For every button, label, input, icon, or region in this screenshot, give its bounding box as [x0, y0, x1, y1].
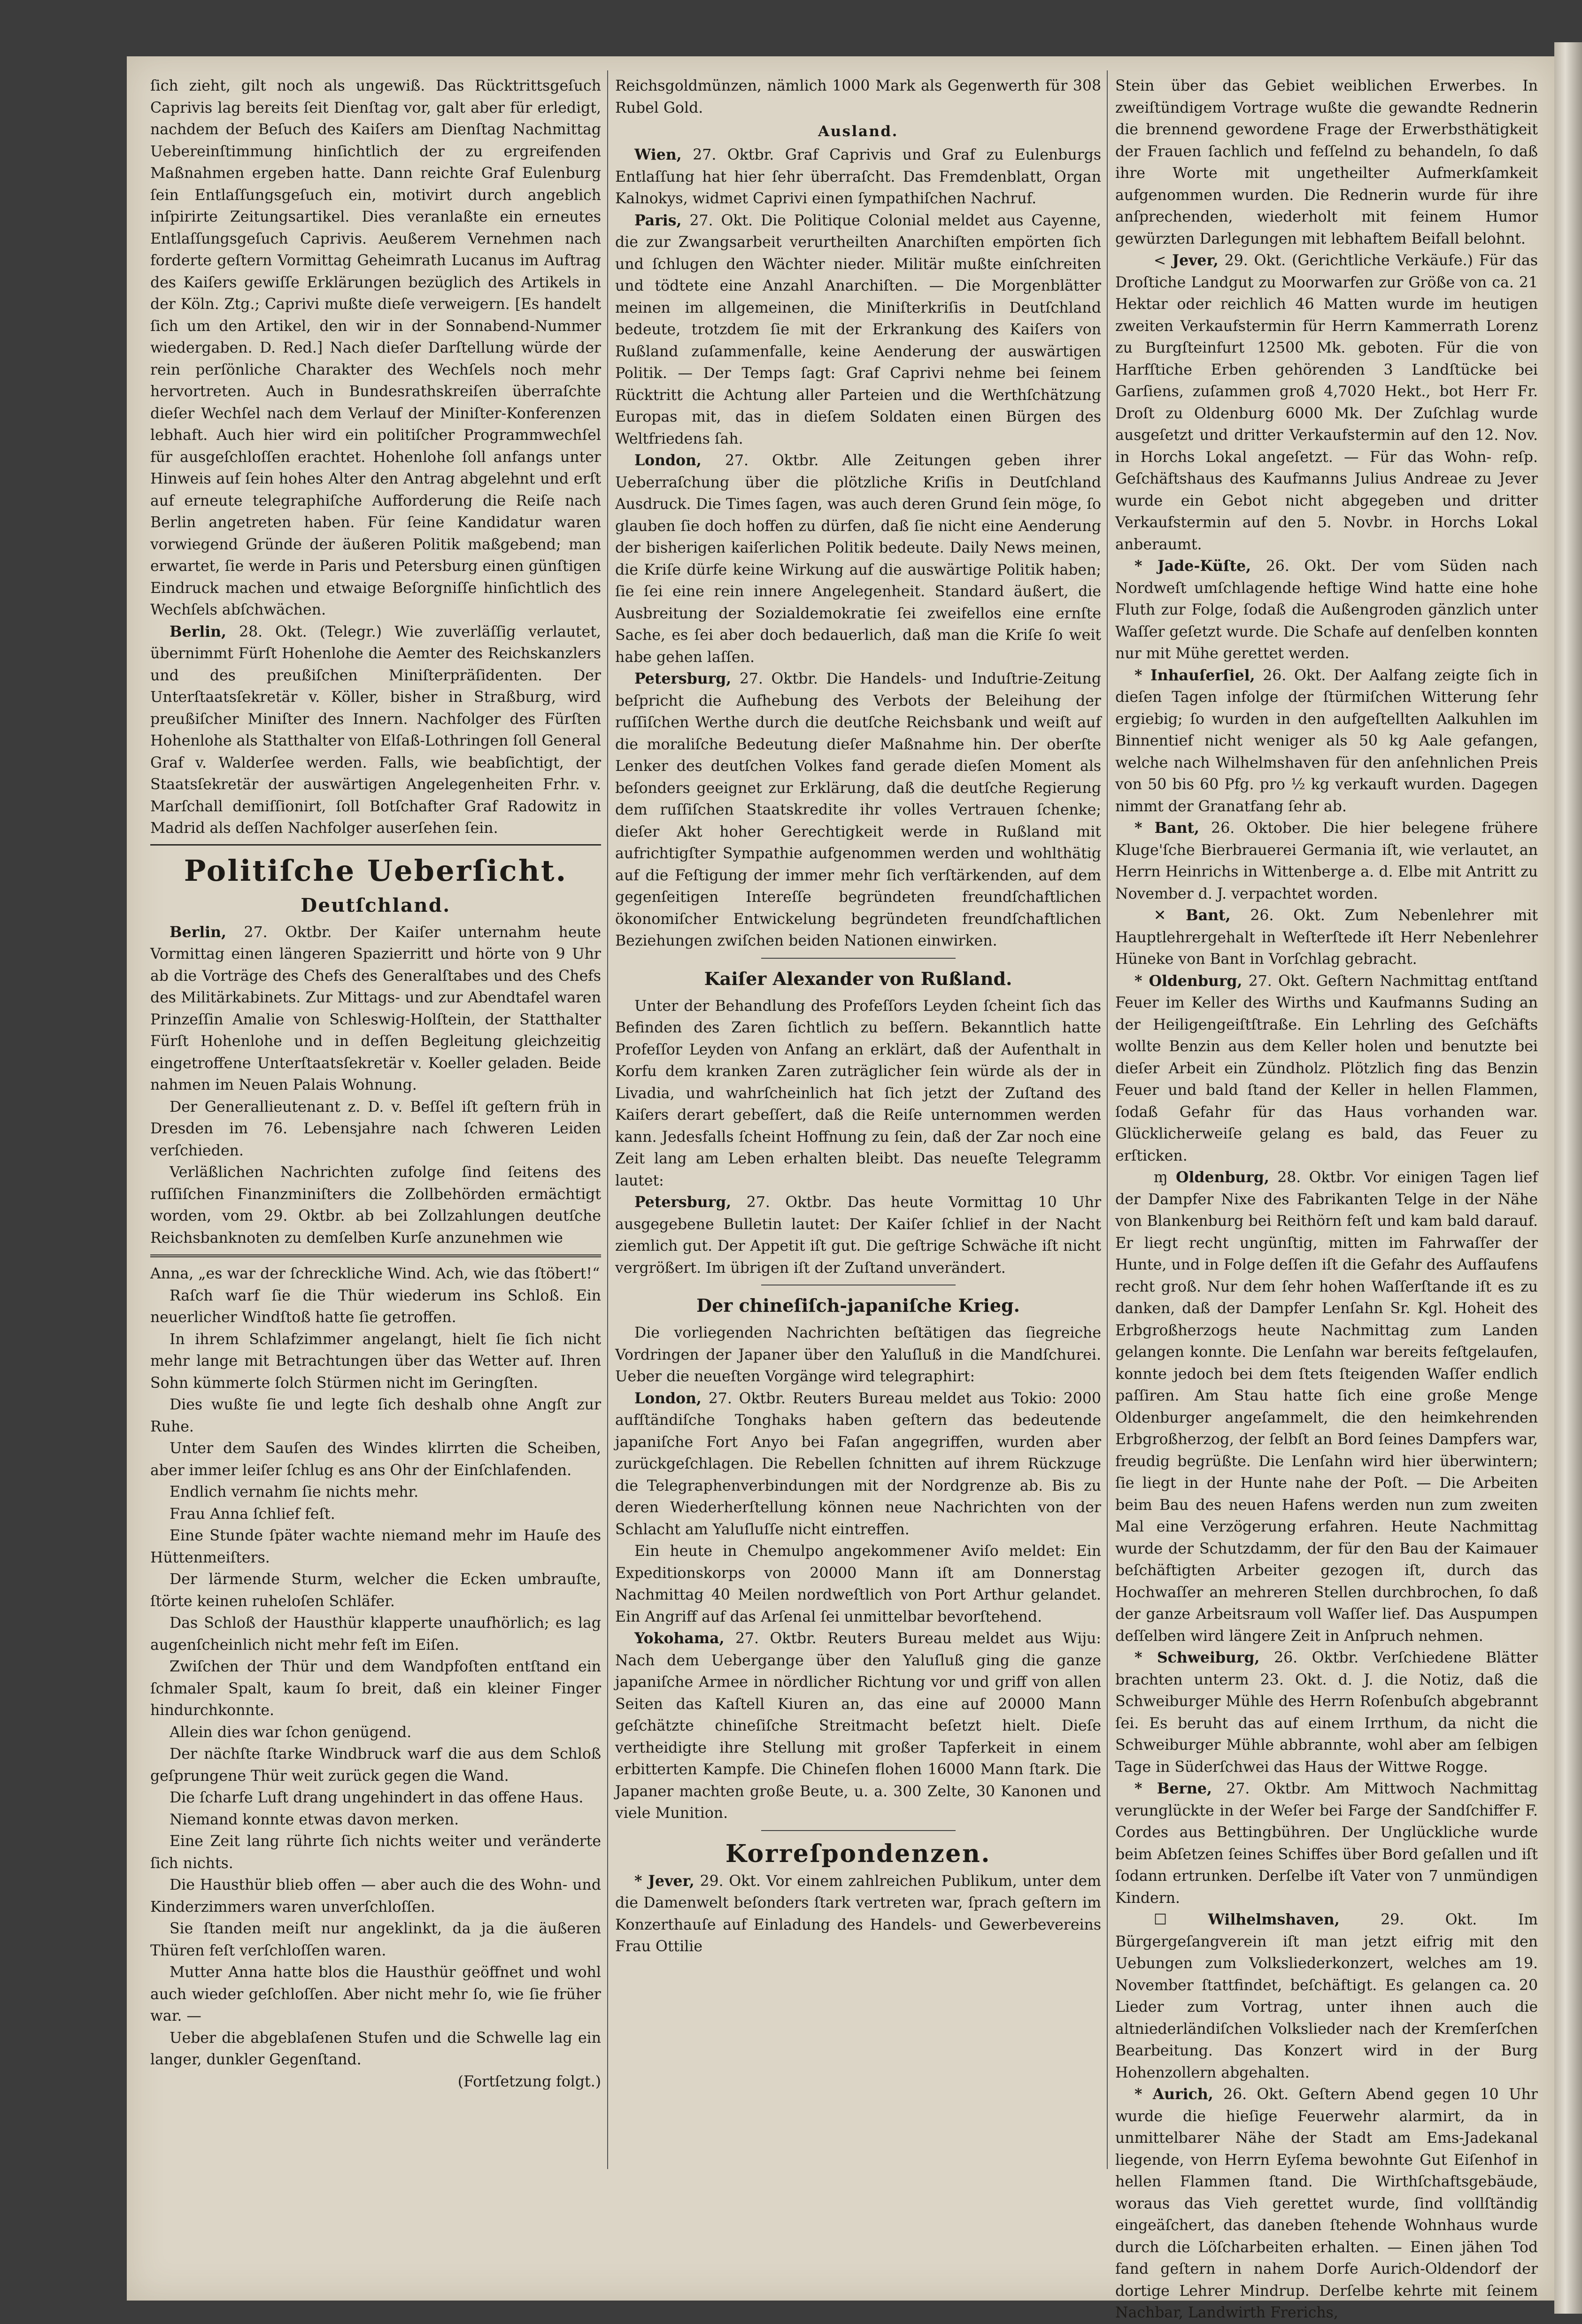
square-mark-icon: ☐: [1153, 1911, 1167, 1928]
article-paragraph: [1115, 970, 1538, 1167]
article-heading: Der chineſiſch-japaniſche Krieg.: [696, 1295, 1020, 1316]
feuilleton-paragraph: Dies wußte ſie und legte ſich deshalb ohne Angſt zur Ruhe.: [150, 1396, 601, 1435]
feuilleton-paragraph: Ueber die abgeblaſenen Stufen und die Schwelle lag ein langer, dunkler Gegenſtand.: [150, 2029, 601, 2068]
page-edge: [1554, 42, 1582, 2314]
article-heading: Kaiſer Alexander von Rußland.: [704, 968, 1012, 989]
article-paragraph: [1115, 555, 1538, 665]
article-text: 28. Oktbr. Vor einigen Tagen lief der Dampfer Nixe des Fabrikanten Telge in der Nähe von Blankenburg bei Reithörn feſt und kam bald darauf. Er liegt recht ungünſtig, mitten im Fahrwaſſer der Hunte, und in Folge deſſen iſt die Gefahr des Aufſaufens recht groß. Nur dem ſehr hohen Waſſerſtande iſt es zu danken, daß der Dampfer Lenſahn Sr. Kgl. Hoheit des Erbgroßherzogs heute Nachmittag zum Landen gelangen konnte. Die Lenſahn war bereits feſtgelaufen, konnte jedoch bei dem ſtets ſteigenden Waſſer endlich paſſiren. Am Stau hatte ſich eine große Menge Oldenburger angeſammelt, die den heimkehrenden Erbgroßherzog, der ſelbſt an Bord ſeines Dampfers war, freudig begrüßte. Die Lenſahn wird hier überwintern; ſie liegt in der Hunte nahe der Poſt. — Die Arbeiten beim Bau des neuen Hafens werden nun zum zweiten Mal eine Verzögerung erfahren. Heute Nachmittag wurde der Schutzdamm, der für den Bau der Kaimauer beſchäftigten Arbeiter gezogen iſt, durch das Hochwaſſer an mehreren Stellen durchbrochen, ſo daß der ganze Arbeitsraum voll Waſſer lief. Das Auspumpen deſſelben wird längere Zeit in Anſpruch nehmen.: [1115, 1169, 1538, 1645]
article-paragraph: [615, 668, 1101, 952]
feuilleton-paragraph: Raſch warf ſie die Thür wiederum ins Schloß. Ein neuerlicher Windſtoß hatte ſie getroffen.: [150, 1287, 601, 1326]
article-text: 27. Oktbr. Am Mittwoch Nachmittag verunglückte in der Weſer bei Farge der Sandſchiffer F. Cordes aus Bettingbühren. Der Unglückliche wurde beim Abſetzen ſeines Schiffes über Bord geſallen und iſt ſodann ertrunken. Derſelbe iſt Vater von 7 unmündigen Kindern.: [1115, 1780, 1538, 1907]
angle-mark-icon: <: [1153, 252, 1166, 269]
article-paragraph: [615, 450, 1101, 668]
article-paragraph: [150, 621, 601, 839]
article-text: 26. Oktober. Die hier belegene frühere Kluge'ſche Bierbrauerei Germania iſt, wie verlautet, an Herrn Heinrichs in Wittenberge a. d. Elbe mit Antritt zu November d. J. verpachtet worden.: [1115, 820, 1538, 902]
feuilleton-paragraph: Frau Anna ſchlief feſt.: [169, 1505, 335, 1523]
dateline: Jever,: [1172, 252, 1219, 269]
subsection-title: Ausland.: [818, 123, 898, 140]
dateline: * Jade-Küſte,: [1134, 557, 1251, 575]
feuilleton-paragraph: In ihrem Schlafzimmer angelangt, hielt ſie ſich nicht mehr lange mit Betrachtungen über das Wetter auf. Ihren Sohn kümmerte ſolch Stürmen nicht im Geringſten.: [150, 1331, 601, 1392]
feuilleton-paragraph: Niemand konnte etwas davon merken.: [169, 1811, 459, 1828]
article-text: 29. Okt. (Gerichtliche Verkäufe.) Für das Droſtiche Landgut zu Moorwarfen zur Größe von ca. 21 Hektar oder reichlich 46 Matten wurde im heutigen zweiten Verkaufstermin für Herrn Kammerrath Lorenz zu Burgſteinfurt 12500 Mk. geboten. Für die von Harfſtiche Erben gehörenden 3 Landſtücke bei Garſiens, zuſammen groß 4,7020 Hekt., bot Herr Fr. Droſt zu Oldenburg 6000 Mk. Der Zuſchlag wurde ausgeſetzt und dritter Verkaufstermin auf den 12. Nov. in Horchs Lokal angeſetzt. — Für das Wohn- reſp. Geſchäftshaus des Kaufmanns Julius Andreae zu Jever wurde ein Gebot nicht abgegeben und dritter Verkaufstermin auf den 5. Novbr. in Horchs Lokal anberaumt.: [1115, 252, 1538, 553]
article-text: 27. Oktbr. Reuters Bureau meldet aus Wiju: Nach dem Uebergange über den Yaluſluß ging die ganze japaniſche Armee in nördlicher Richtung vor und griff von allen Seiten das Kaſtell Kiuren an, das eine auf 20000 Mann geſchätzte chineſiſche Streitmacht beſetzt hielt. Dieſe vertheidigte ihre Stellung mit großer Tapferkeit in einem erbitterten Kampfe. Die Chineſen flohen 16000 Mann ſtark. Die Japaner machten große Beute, u. a. 300 Zelte, 30 Kanonen und viele Munition.: [615, 1630, 1101, 1822]
article-text: 27. Okt. Die Politique Colonial meldet aus Cayenne, die zur Zwangsarbeit verurtheilten Anarchiſten empörten ſich und ſchlugen den Wächter nieder. Militär mußte einſchreiten und tödtete eine Anzahl Anarchiſten. — Die Morgenblätter meinen im allgemeinen, die Miniſterkriſis in Deutſchland bedeute, trotzdem ſie mit der Erkrankung des Kaiſers von Rußland zuſammenfalle, keine Aenderung der auswärtigen Politik. — Der Temps ſagt: Graf Caprivi nehme bei ſeinem Rücktritt die Achtung aller Parteien und die Werthſchätzung Europas mit, das in dieſem Soldaten einen Bürgen des Weltfriedens ſah.: [615, 212, 1101, 447]
feuilleton-paragraph: Eine Stunde ſpäter wachte niemand mehr im Hauſe des Hüttenmeiſters.: [150, 1527, 601, 1566]
feuilleton-paragraph: Mutter Anna hatte blos die Hausthür geöffnet und wohl auch wieder geſchloſſen. Aber nicht mehr ſo, wie ſie früher war. —: [150, 1964, 601, 2024]
article-paragraph: Reichsgoldmünzen, nämlich 1000 Mark als Gegenwerth für 308 Rubel Gold.: [615, 77, 1101, 116]
article-paragraph: [1115, 2084, 1538, 2324]
article-text: 26. Oktbr. Verſchiedene Blätter brachten unterm 23. Okt. d. J. die Notiz, daß die Schweiburger Mühle des Herrn Roſenbuſch abgebrannt ſei. Es beruht das auf einem Irrthum, da nicht die Schweiburger Mühle abbrannte, wohl aber am ſelbigen Tage in Süderſchwei das Haus der Wittwe Rogge.: [1115, 1649, 1538, 1776]
article-text: 26. Okt. Zum Nebenlehrer mit Hauptlehrergehalt in Weſterſtede iſt Herr Nebenlehrer Hüneke von Bant in Vorſchlag gebracht.: [1115, 907, 1538, 968]
column-left: [150, 75, 601, 2169]
article-paragraph: [615, 1192, 1101, 1279]
separator: [761, 1830, 956, 1831]
feuilleton-paragraph: Endlich vernahm ſie nichts mehr.: [169, 1484, 419, 1501]
dateline: Oldenburg,: [1176, 1169, 1269, 1186]
article-paragraph: Unter der Behandlung des Profeſſors Leyden ſcheint ſich das Befinden des Zaren ſichtlich zu beſſern. Bekanntlich hatte Profeſſor Leyden von Anfang an erklärt, daß der Aufenthalt in Korfu dem kranken Zaren zuträglicher ſein würde als der in Livadia, und wahrſcheinlich hat ſich jetzt der Zuſtand des Kaiſers derart gebeſſert, daß die Reiſe unternommen werden kann. Jedesfalls ſcheint Hoffnung zu ſein, daß der Zar noch eine Zeit lang am Leben erhalten bleibt. Das neueſte Telegramm lautet:: [615, 997, 1101, 1189]
feuilleton-paragraph: Die Hausthür blieb offen — aber auch die des Wohn- und Kinderzimmers waren unverſchloſſen.: [150, 1877, 601, 1916]
article-text: 29. Okt. Im Bürgergeſangverein iſt man jetzt eifrig mit den Uebungen zum Volksliederkonzert, welches am 19. November ſtattfindet, beſchäftigt. Es gelangen ca. 20 Lieder zum Vortrag, unter ihnen auch die altniederländiſchen Volkslieder nach der Kremſerſchen Bearbeitung. Das Konzert wird in der Burg Hohenzollern abgehalten.: [1115, 1911, 1538, 2081]
article-paragraph: [1115, 1647, 1538, 1778]
article-text: 27. Oktbr. Reuters Bureau meldet aus Tokio: 2000 aufſtändiſche Tonghaks haben geſtern das bedeutende japaniſche Fort Anyo bei Faſan angegriffen, wurden aber zurückgeſchlagen. Die Rebellen ſchnitten auf ihrem Rückzuge die Telegraphenverbindungen mit der Nordgrenze ab. Bis zu deren Wiederherſtellung können neue Nachrichten von der Schlacht am Yaluſluſſe nicht eintreffen.: [615, 1390, 1102, 1538]
article-paragraph: [615, 1628, 1101, 1824]
section-title: Korreſpondenzen.: [725, 1839, 991, 1868]
separator: [150, 844, 601, 846]
article-text: 26. Okt. Der Aalfang zeigte ſich in dieſen Tagen infolge der ſtürmiſchen Witterung ſehr ergiebig; ſo wurden in den aufgeſtellten Aalkuhlen im Binnentief nicht weniger als 50 kg Aale gefangen, welche nach Wilhelmshaven für den anſehnlichen Preis von 50 bis 60 Pfg. pro ½ kg verkauft wurden. Dagegen nimmt der Granatfang ſehr ab.: [1115, 667, 1538, 815]
dateline: * Schweiburg,: [1134, 1649, 1260, 1666]
feuilleton-paragraph: Der nächſte ſtarke Windbruck warf die aus dem Schloß geſprungene Thür weit zurück gegen die Wand.: [150, 1746, 601, 1785]
dateline: * Aurich,: [1134, 2085, 1213, 2103]
feuilleton-paragraph: Die ſcharfe Luft drang ungehindert in das offene Haus.: [169, 1789, 584, 1806]
feuilleton: [150, 1263, 601, 2093]
feuilleton-paragraph: Der lärmende Sturm, welcher die Ecken umbrauſte, ſtörte keinen ruheloſen Schläfer.: [150, 1571, 601, 1610]
feuilleton-paragraph: Eine Zeit lang rührte ſich nichts weiter und veränderte ſich nichts.: [150, 1833, 601, 1872]
dateline: * Inhauſerſiel,: [1134, 666, 1255, 684]
article-text: 27. Oktbr. Alle Zeitungen geben ihrer Ueberraſchung über die plötzliche Kriſis in Deutſchland Ausdruck. Die Times ſagen, was auch deren Grund ſein möge, ſo glauben ſie doch hoffen zu dürfen, daß ſie nicht eine Aenderung der bisherigen kaiſerlichen Politik bedeute. Daily News meinen, die Kriſe dürfe keine Wirkung auf die auswärtige Politik haben; ſie ſei eine rein innere Angelegenheit. Standard äußert, die Ausbreitung der Sozialdemokratie ſei zweifellos eine ernſte Sache, es ſei aber doch bedauerlich, daß man die Kriſe ſo weit habe gehen laſſen.: [615, 452, 1101, 666]
article-paragraph: [1115, 250, 1538, 555]
dateline: Berlin,: [169, 923, 227, 941]
article-text: 27. Oktbr. Die Handels- und Induſtrie-Zeitung beſpricht die Aufhebung des Verbots der Beleihung der ruſſiſchen Werthe durch die deutſche Reichsbank und weiſt auf die moraliſche Bedeutung dieſer Maßnahme hin. Der oberſte Lenker des deutſchen Volkes fand gerade dieſen Moment als beſonders geeignet zur Erklärung, daß die deutſche Regierung dem ruſſiſchen Staatskredite ihr volles Vertrauen ſchenke; dieſer Akt hoher Gerechtigkeit werde in Rußland mit aufrichtigſter Sympathie aufgenommen werden und wohlthätig auf die Feſtigung der immer mehr ſich verſtärkenden, auf dem gegenſeitigen Intereſſe begründeten freundſchaftlichen ökonomiſcher Entwickelung begründeten freundſchaftlichen Beziehungen zwiſchen beiden Nationen einwirken.: [615, 670, 1101, 949]
article-paragraph: [1115, 1167, 1538, 1647]
dateline: * Jever,: [634, 1872, 695, 1890]
article-paragraph: Ein heute in Chemulpo angekommener Aviſo meldet: Ein Expeditionskorps von 20000 Mann iſt am Donnerstag Nachmittag 40 Meilen nordweſtlich von Port Arthur gelandet. Ein Angriff auf das Arſenal ſei unmittelbar bevorſtehend.: [615, 1543, 1101, 1625]
article-paragraph: ſich zieht, gilt noch als ungewiß. Das Rücktrittsgeſuch Caprivis lag bereits ſeit Dienſtag vor, galt aber für erledigt, nachdem der Beſuch des Kaiſers am Dienſtag Nachmittag Uebereinſtimmung hinſichtlich der zu ergreifenden Maßnahmen ergeben hatte. Dann reichte Graf Eulenburg ſein Entlaſſungsgeſuch ein, motivirt durch angeblich inſpirirte Zeitungsartikel. Dies veranlaßte ein erneutes Entlaſſungsgeſuch Caprivis. Aeußerem Vernehmen nach forderte geſtern Vormittag Geheimrath Lucanus im Auftrag des Kaiſers gewiſſe Erklärungen bezüglich des Artikels in der Köln. Ztg.; Caprivi mußte dieſe verweigern. [Es handelt ſich um den Artikel, den wir in der Sonnabend-Nummer wiedergaben. D. Red.] Nach dieſer Darſtellung würde der rein perſönliche Charakter des Wechſels noch mehr hervortreten. Auch in Bundesrathskreiſen überraſchte dieſer Wechſel nach dem Verlauf der Miniſter-Konferenzen lebhaft. Auch hier wird ein politiſcher Programmwechſel für ausgeſchloſſen erachtet. Hohenlohe ſoll anfangs unter Hinweis auf ſein hohes Alter den Antrag abgelehnt und erſt auf erneute telegraphiſche Aufforderung die Reiſe nach Berlin angetreten haben. Für ſeine Kandidatur waren vorwiegend Gründe der äußeren Politik maßgebend; man erwartet, ſie werde in Paris und Petersburg einen günſtigen Eindruck machen und etwaige Beſorgniſſe hinſichtlich des Wechſels abſchwächen.: [150, 77, 601, 618]
article-text: 27. Oktbr. Der Kaiſer unternahm heute Vormittag einen längeren Spazierritt und hörte von 9 Uhr ab die Vorträge des Chefs des Generalſtabes und des Chefs des Militärkabinets. Zur Mittags- und zur Abendtafel waren Prinzeſſin Amalie von Schleswig-Holſtein, der Statthalter Fürſt Hohenlohe und in deſſen Begleitung gleichzeitig eingetroffene Unterſtaatsſekretär v. Koeller geladen. Beide nahmen im Neuen Palais Wohnung.: [150, 923, 601, 1093]
article-text: 29. Okt. Vor einem zahlreichen Publikum, unter dem die Damenwelt beſonders ſtark vertreten war, ſprach geſtern im Konzerthauſe auf Einladung des Handels- und Gewerbevereins Frau Ottilie: [615, 1872, 1102, 1955]
article-text: 26. Okt. Der vom Süden nach Nordweſt umſchlagende heftige Wind hatte eine hohe Fluth zur Folge, ſodaß die Außengroden gänzlich unter Waſſer geſetzt wurde. Die Schafe auf denſelben konnten nur mit Mühe gerettet werden.: [1115, 558, 1538, 662]
section-subtitle: Deutſchland.: [301, 894, 451, 916]
feuilleton-paragraph: Sie ſtanden meiſt nur angeklinkt, da ja die äußeren Thüren feſt verſchloſſen waren.: [150, 1920, 601, 1959]
column-middle: [615, 75, 1101, 2169]
dateline: London,: [634, 1389, 702, 1407]
feuilleton-paragraph: Allein dies war ſchon genügend.: [169, 1724, 412, 1741]
article-text: 27. Oktbr. Graf Caprivis und Graf zu Eulenburgs Entlaſſung hat hier ſehr überraſcht. Das Fremdenblatt, Organ Kalnokys, widmet Caprivi einen ſympathiſchen Nachruf.: [615, 146, 1102, 207]
column-rule: [607, 70, 608, 2169]
dateline: Wilhelmshaven,: [1208, 1911, 1340, 1928]
dateline: Berlin,: [169, 623, 227, 640]
feuilleton-paragraph: Das Schloß der Hausthür klapperte unaufhörlich; es lag augenſcheinlich nicht mehr feſt im Eiſen.: [150, 1615, 601, 1654]
continuation-note: (Fortſetzung folgt.): [457, 2073, 601, 2090]
article-text: 28. Okt. (Telegr.) Wie zuverläſſig verlautet, übernimmt Fürſt Hohenlohe die Aemter des Reichskanzlers und des preußiſchen Miniſterpräſidenten. Der Unterſtaatsſekretär v. Köller, bisher in Straßburg, wird preußiſcher Miniſter des Innern. Nachfolger des Fürſten Hohenlohe als Statthalter von Elſaß-Lothringen ſoll General Graf v. Walderſee werden. Falls, wie beabſichtigt, der Staatsſekretär der auswärtigen Angelegenheiten Frhr. v. Marſchall demiſſionirt, ſoll Botſchafter Graf Radowitz in Madrid als deſſen Nachfolger auserſehen ſein.: [150, 623, 601, 837]
column-right: [1115, 75, 1538, 2321]
section-title: Politiſche Ueberſicht.: [184, 853, 568, 888]
dateline: * Berne,: [1134, 1780, 1212, 1797]
article-paragraph: Verläßlichen Nachrichten zufolge ſind ſeitens des ruſſiſchen Finanzminiſters die Zollbehörden ermächtigt worden, vom 29. Oktbr. ab bei Zollzahlungen deutſche Reichsbanknoten zu demſelben Kurſe anzunehmen wie: [150, 1164, 601, 1247]
article-paragraph: [1115, 1909, 1538, 2084]
article-paragraph: [615, 1870, 1101, 1958]
article-paragraph: Der Generallieutenant z. D. v. Beſſel iſt geſtern früh in Dresden im 76. Lebensjahre nach ſchweren Leiden verſchieden.: [150, 1098, 601, 1159]
article-paragraph: Die vorliegenden Nachrichten beſtätigen das ſiegreiche Vordringen der Japaner über den Yaluſluß in die Mandſchurei. Ueber die neueſten Vorgänge wird telegraphirt:: [615, 1324, 1101, 1385]
article-text: 27. Oktbr. Das heute Vormittag 10 Uhr ausgegebene Bulletin lautet: Der Kaiſer ſchlief in der Nacht ziemlich gut. Der Appetit iſt gut. Die geſtrige Schwäche iſt nicht vergrößert. Im übrigen iſt der Zuſtand unverändert.: [615, 1194, 1102, 1277]
article-paragraph: [150, 922, 601, 1096]
dateline: Petersburg,: [634, 1193, 732, 1211]
article-paragraph: Stein über das Gebiet weiblichen Erwerbes. In zweiſtündigem Vortrage wußte die gewandte Rednerin die brennend gewordene Frage der Erwerbsthätigkeit der Frauen ſachlich und feſſelnd zu behandeln, ſo daß ihre Worte mit ungetheilter Aufmerkſamkeit aufgenommen wurden. Die Rednerin wurde für ihre anſprechenden, wiederholt mit feinem Humor gewürzten Darlegungen mit lebhaftem Beifall belohnt.: [1115, 77, 1538, 247]
feuilleton-separator: [150, 1254, 601, 1257]
feuilleton-paragraph: Zwiſchen der Thür und dem Wandpfoſten entſtand ein ſchmaler Spalt, kaum ſo breit, daß ein kleiner Finger hindurchkonnte.: [150, 1658, 601, 1719]
dateline: Bant,: [1186, 907, 1231, 924]
article-paragraph: [615, 144, 1101, 210]
feuilleton-paragraph: Unter dem Sauſen des Windes klirrten die Scheiben, aber immer leiſer ſchlug es ans Ohr der Einſchlafenden.: [150, 1440, 601, 1479]
article-paragraph: [615, 210, 1101, 450]
dateline: Yokohama,: [634, 1630, 725, 1647]
cross-mark-icon: ✕: [1153, 907, 1166, 924]
article-paragraph: [1115, 1778, 1538, 1909]
separator: [761, 958, 956, 959]
dateline: London,: [634, 452, 702, 469]
dateline: Wien,: [634, 146, 682, 163]
dateline: * Oldenburg,: [1134, 972, 1242, 990]
article-paragraph: [1115, 905, 1538, 970]
article-text: 26. Okt. Geſtern Abend gegen 10 Uhr wurde die hieſige Feuerwehr alarmirt, da in unmittelbarer Nähe der Stadt am Ems-Jadekanal liegende, von Herrn Eyſema bewohnte Gut Eiſenhof in hellen Flammen ſtand. Die Wirthſchaftsgebäude, woraus das Vieh gerettet wurde, ſind vollſtändig eingeäſchert, das daneben ſtehende Wohnhaus wurde durch die Löſcharbeiten erhalten. — Einen jähen Tod fand geſtern in nahem Dorfe Aurich-Oldendorf der dortige Lehrer Mindrup. Derſelbe kehrte mit ſeinem Nachbar, Landwirth Frerichs,: [1115, 2086, 1538, 2321]
feuilleton-paragraph: Anna, „es war der ſchreckliche Wind. Ach, wie das ſtöbert!“: [150, 1265, 600, 1282]
dateline: Paris,: [634, 211, 682, 229]
article-text: 27. Okt. Geſtern Nachmittag entſtand Feuer im Keller des Wirths und Kaufmanns Suding an der Heiligengeiſtſtraße. Ein Lehrling des Geſchäfts wollte Benzin aus dem Keller holen und benutzte bei dieſer Arbeit ein Zündholz. Plötzlich fing das Benzin Feuer und bald ſtand der Keller in hellen Flammen, ſodaß Gefahr für das Haus vorhanden war. Glücklicherweiſe gelang es bald, das Feuer zu erſticken.: [1115, 972, 1538, 1164]
article-paragraph: [615, 1388, 1101, 1541]
dateline: * Bant,: [1134, 819, 1199, 837]
article-paragraph: [1115, 817, 1538, 905]
column-rule: [1107, 70, 1108, 2169]
dateline: Petersburg,: [634, 670, 732, 687]
m-mark-icon: ɱ: [1153, 1169, 1168, 1186]
article-paragraph: [1115, 665, 1538, 818]
